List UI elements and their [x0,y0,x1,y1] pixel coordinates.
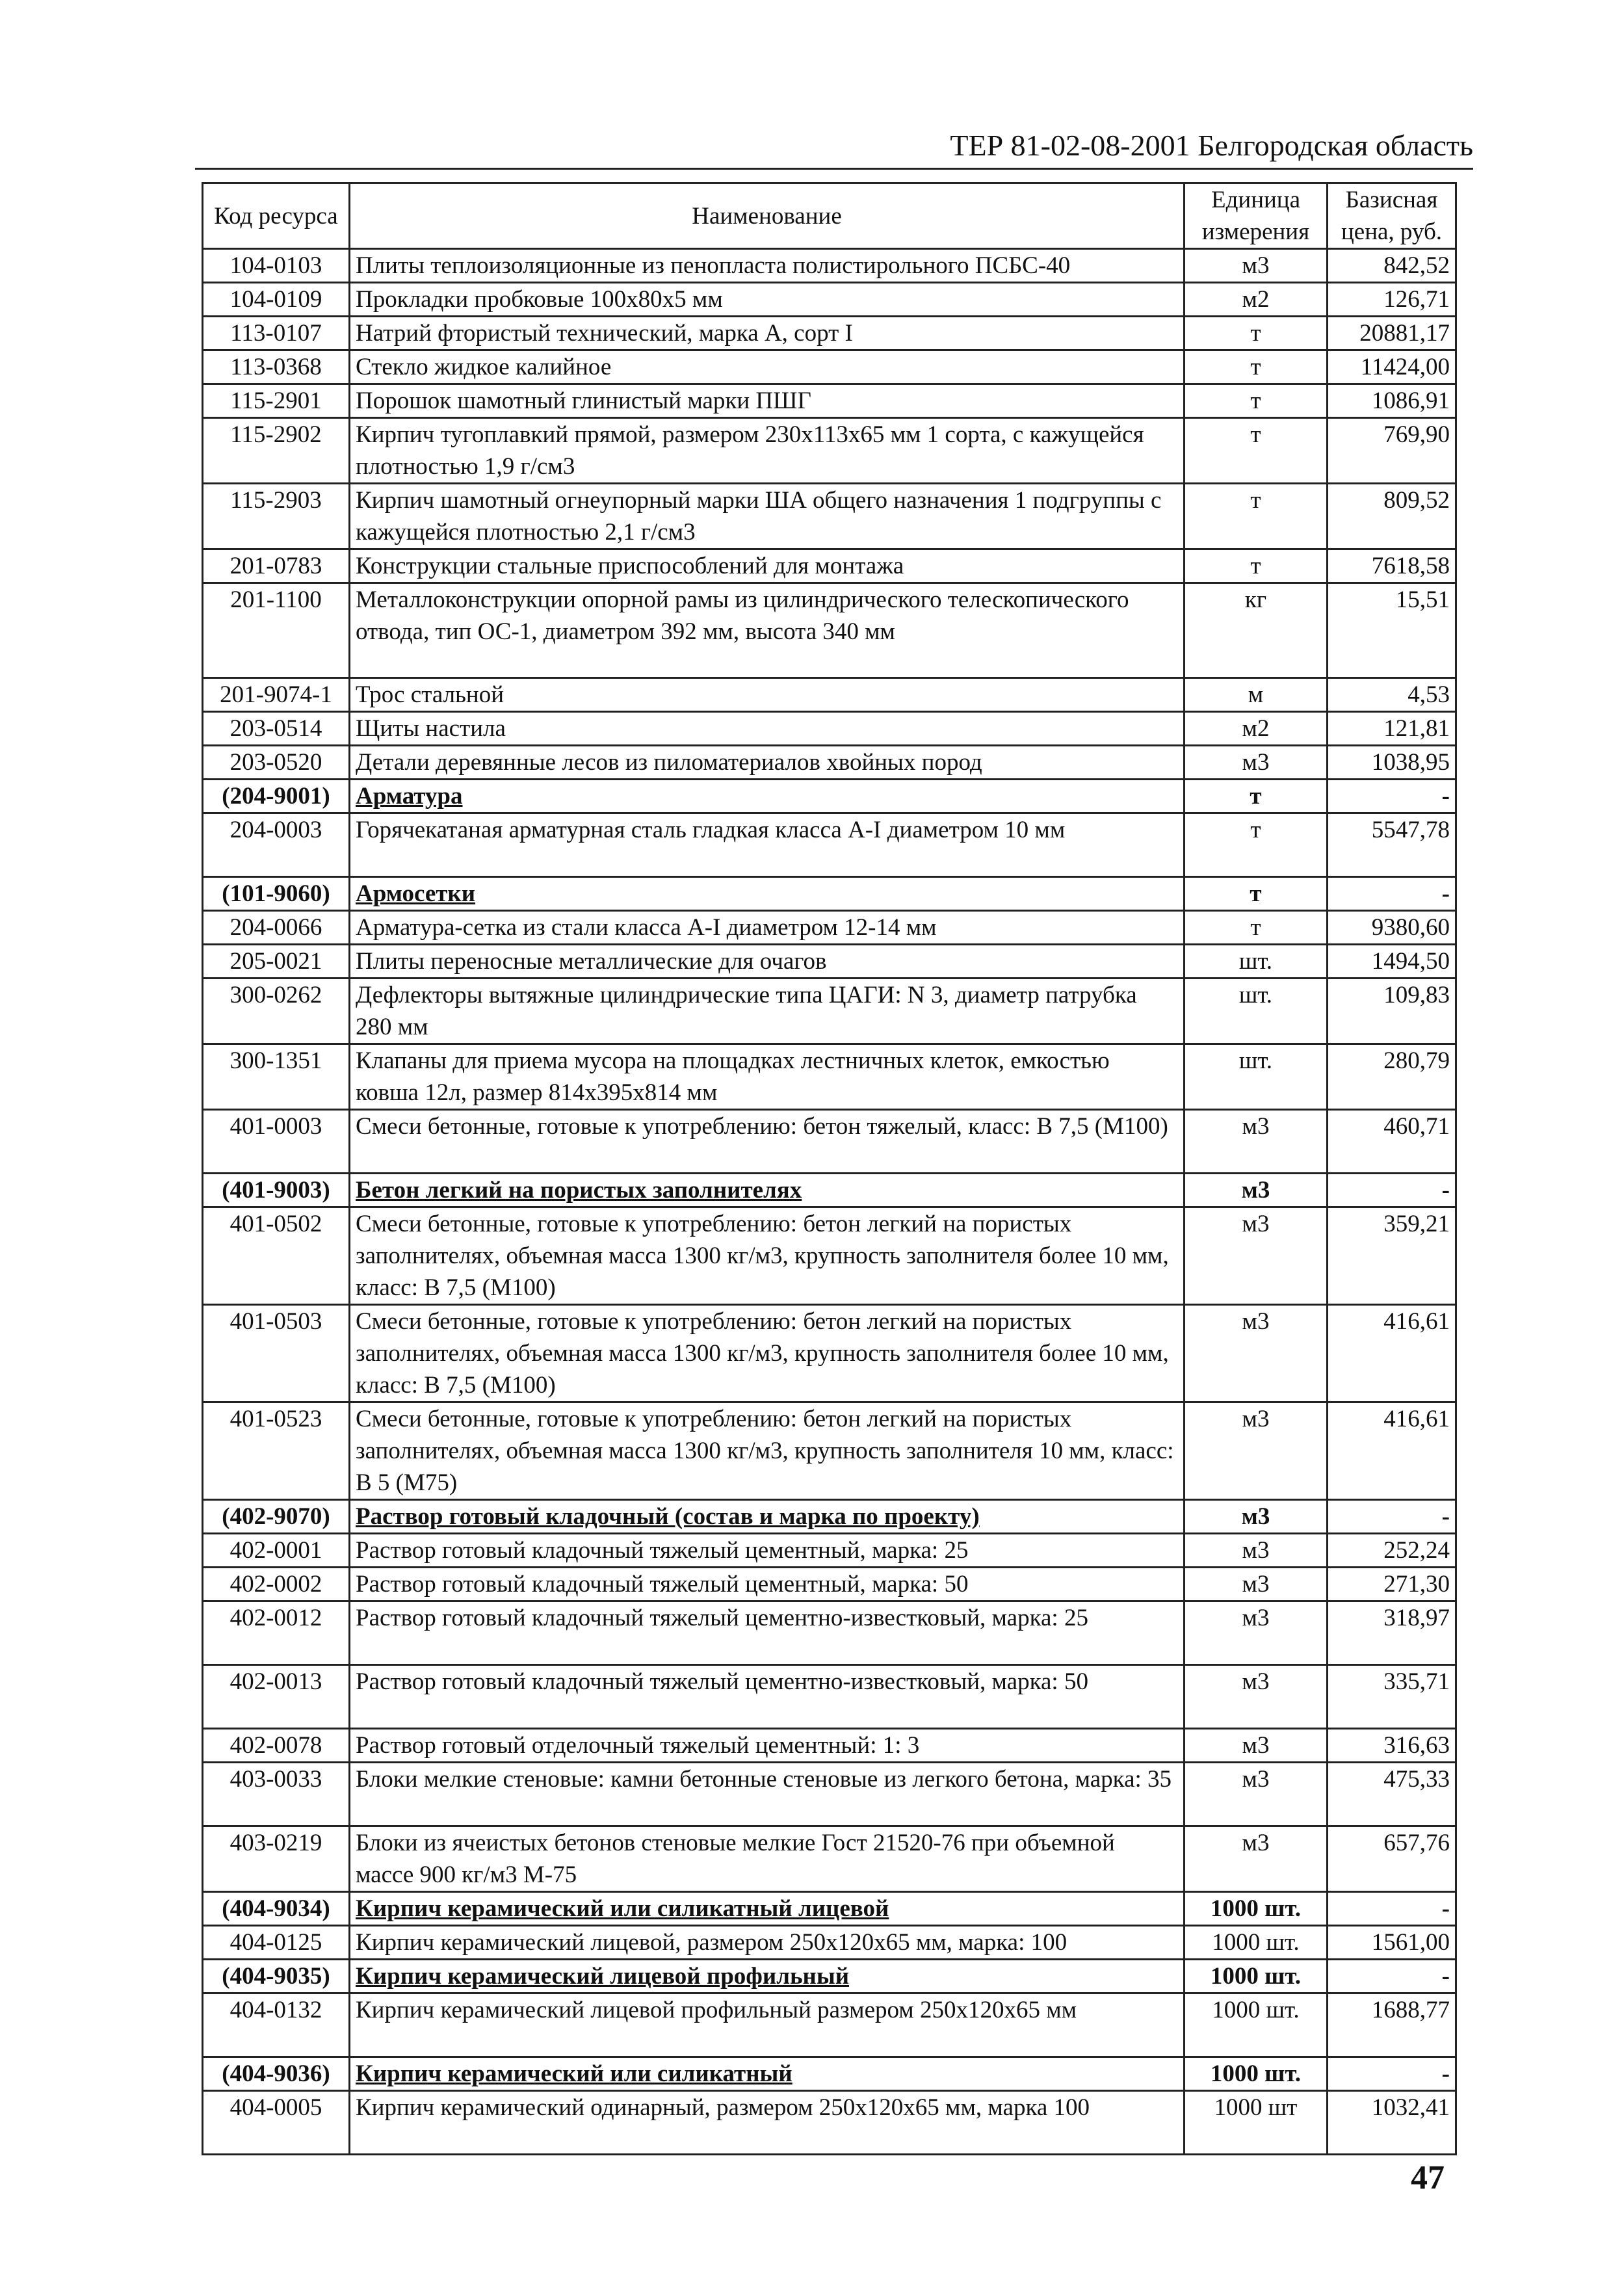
resource-name-cell: Прокладки пробковые 100х80х5 мм [350,283,1185,317]
unit-cell: т [1185,877,1328,911]
column-header-code: Код ресурса [203,183,350,249]
table-row [203,1926,1456,1960]
resource-name-cell: Кирпич шамотный огнеупорный марки ША общего назначения 1 подгруппы с кажущейся плотностью 2,1 г/см3 [350,484,1185,549]
price-cell: 657,76 [1328,1826,1456,1892]
price-cell: 7618,58 [1328,549,1456,583]
resource-code-cell: 402-0078 [203,1729,350,1763]
table-row [203,317,1456,350]
resource-code-cell: 203-0514 [203,712,350,746]
unit-cell: м3 [1185,1568,1328,1601]
price-cell: - [1328,1500,1456,1534]
resource-code-cell: 401-0003 [203,1110,350,1174]
unit-cell: м3 [1185,249,1328,283]
price-cell: 1086,91 [1328,384,1456,418]
resource-name-cell: Кирпич керамический или силикатный [350,2057,1185,2091]
group-row [203,780,1456,813]
unit-cell: м3 [1185,1763,1328,1826]
resource-code-cell: 403-0219 [203,1826,350,1892]
page-number: 47 [1411,2159,1445,2196]
price-cell: 271,30 [1328,1568,1456,1601]
unit-cell: 1000 шт. [1185,1926,1328,1960]
price-cell: - [1328,2057,1456,2091]
table-row [203,945,1456,979]
resource-name-cell: Порошок шамотный глинистый марки ПШГ [350,384,1185,418]
table-row [203,1993,1456,2057]
table-row [203,583,1456,678]
price-cell: 11424,00 [1328,350,1456,384]
unit-cell: м3 [1185,1534,1328,1568]
resource-code-cell: 113-0107 [203,317,350,350]
unit-cell: 1000 шт. [1185,1993,1328,2057]
resource-code-cell: 404-0125 [203,1926,350,1960]
price-cell: 121,81 [1328,712,1456,746]
unit-cell: м3 [1185,1110,1328,1174]
table-row [203,1402,1456,1500]
resource-code-cell: 401-0503 [203,1305,350,1402]
resource-code-cell: (402-9070) [203,1500,350,1534]
column-header-price: Базисная цена, руб. [1328,183,1456,249]
price-cell: 280,79 [1328,1044,1456,1110]
resource-name-cell: Дефлекторы вытяжные цилиндрические типа ЦАГИ: N 3, диаметр патрубка 280 мм [350,979,1185,1044]
resource-code-cell: 402-0002 [203,1568,350,1601]
resource-name-cell: Кирпич керамический лицевой профильный размером 250х120х65 мм [350,1993,1185,2057]
unit-cell: т [1185,549,1328,583]
resource-name-cell: Раствор готовый кладочный тяжелый цементно-известковый, марка: 50 [350,1665,1185,1729]
resource-code-cell: 205-0021 [203,945,350,979]
price-cell: 416,61 [1328,1305,1456,1402]
unit-cell: м [1185,678,1328,712]
price-cell: 318,97 [1328,1601,1456,1665]
column-header-name: Наименование [350,183,1185,249]
resource-name-cell: Раствор готовый кладочный тяжелый цементный, марка: 25 [350,1534,1185,1568]
price-cell: 769,90 [1328,418,1456,484]
table-row [203,350,1456,384]
resource-code-cell: (401-9003) [203,1174,350,1207]
price-cell: 1688,77 [1328,1993,1456,2057]
resource-code-cell: 300-1351 [203,1044,350,1110]
price-cell: 1561,00 [1328,1926,1456,1960]
unit-cell: м3 [1185,1305,1328,1402]
resource-name-cell: Раствор готовый кладочный (состав и марка по проекту) [350,1500,1185,1534]
resource-code-cell: (204-9001) [203,780,350,813]
price-cell: 15,51 [1328,583,1456,678]
column-header-unit: Единица измерения [1185,183,1328,249]
resource-name-cell: Плиты теплоизоляционные из пенопласта полистирольного ПСБС-40 [350,249,1185,283]
unit-cell: т [1185,911,1328,945]
group-row [203,1960,1456,1993]
resource-name-cell: Кирпич керамический лицевой профильный [350,1960,1185,1993]
resource-name-cell: Кирпич керамический лицевой, размером 250х120х65 мм, марка: 100 [350,1926,1185,1960]
resource-code-cell: 404-0005 [203,2091,350,2155]
price-cell: 359,21 [1328,1207,1456,1305]
price-cell: 1494,50 [1328,945,1456,979]
unit-cell: м3 [1185,1207,1328,1305]
price-cell: 1038,95 [1328,746,1456,780]
resource-code-cell: (404-9034) [203,1892,350,1926]
resource-name-cell: Раствор готовый отделочный тяжелый цементный: 1: 3 [350,1729,1185,1763]
unit-cell: т [1185,484,1328,549]
price-cell: 335,71 [1328,1665,1456,1729]
unit-cell: м3 [1185,1826,1328,1892]
group-row [203,1174,1456,1207]
resource-name-cell: Армосетки [350,877,1185,911]
unit-cell: шт. [1185,945,1328,979]
unit-cell: м3 [1185,746,1328,780]
price-cell: 252,24 [1328,1534,1456,1568]
price-cell: - [1328,1174,1456,1207]
resource-code-cell: 402-0013 [203,1665,350,1729]
resource-code-cell: 201-9074-1 [203,678,350,712]
resource-code-cell: 201-1100 [203,583,350,678]
resource-name-cell: Детали деревянные лесов из пиломатериалов хвойных пород [350,746,1185,780]
table-row [203,1534,1456,1568]
resource-code-cell: 401-0523 [203,1402,350,1500]
resource-code-cell: 402-0012 [203,1601,350,1665]
resource-code-cell: 203-0520 [203,746,350,780]
resource-name-cell: Смеси бетонные, готовые к употреблению: бетон легкий на пористых заполнителях, объемная масса 1300 кг/м3, крупность заполнителя более 10 мм, класс: В 7,5 (М100) [350,1305,1185,1402]
resource-name-cell: Кирпич керамический или силикатный лицевой [350,1892,1185,1926]
resource-code-cell: 104-0103 [203,249,350,283]
unit-cell: т [1185,317,1328,350]
price-cell: 416,61 [1328,1402,1456,1500]
unit-cell: м3 [1185,1665,1328,1729]
unit-cell: шт. [1185,1044,1328,1110]
resource-name-cell: Смеси бетонные, готовые к употреблению: бетон легкий на пористых заполнителях, объемная масса 1300 кг/м3, крупность заполнителя 10 мм, класс: В 5 (М75) [350,1402,1185,1500]
unit-cell: кг [1185,583,1328,678]
table-row [203,979,1456,1044]
table-row [203,1110,1456,1174]
table-row [203,746,1456,780]
resource-name-cell: Смеси бетонные, готовые к употреблению: бетон тяжелый, класс: В 7,5 (М100) [350,1110,1185,1174]
resource-name-cell: Кирпич керамический одинарный, размером 250х120х65 мм, марка 100 [350,2091,1185,2155]
table-row [203,911,1456,945]
table-row [203,249,1456,283]
unit-cell: м2 [1185,283,1328,317]
resource-name-cell: Горячекатаная арматурная сталь гладкая класса А-I диаметром 10 мм [350,813,1185,877]
unit-cell: м3 [1185,1402,1328,1500]
table-row [203,1601,1456,1665]
table-row [203,1207,1456,1305]
resource-code-cell: 201-0783 [203,549,350,583]
table-row [203,418,1456,484]
resource-name-cell: Раствор готовый кладочный тяжелый цементный, марка: 50 [350,1568,1185,1601]
resource-code-cell: 204-0003 [203,813,350,877]
unit-cell: т [1185,780,1328,813]
price-cell: 20881,17 [1328,317,1456,350]
group-row [203,2057,1456,2091]
table-row [203,283,1456,317]
unit-cell: м3 [1185,1500,1328,1534]
price-cell: - [1328,780,1456,813]
table-row [203,1305,1456,1402]
table-row [203,1568,1456,1601]
table-row [203,484,1456,549]
resource-code-cell: (101-9060) [203,877,350,911]
resource-name-cell: Кирпич тугоплавкий прямой, размером 230х113х65 мм 1 сорта, с кажущейся плотностью 1,9 г/см3 [350,418,1185,484]
resource-code-cell: 115-2902 [203,418,350,484]
resource-code-cell: 115-2903 [203,484,350,549]
table-row [203,1826,1456,1892]
resource-name-cell: Натрий фтористый технический, марка А, сорт I [350,317,1185,350]
table-row [203,813,1456,877]
price-cell: 460,71 [1328,1110,1456,1174]
price-cell: - [1328,1892,1456,1926]
resource-name-cell: Смеси бетонные, готовые к употреблению: бетон легкий на пористых заполнителях, объемная масса 1300 кг/м3, крупность заполнителя более 10 мм, класс: В 7,5 (М100) [350,1207,1185,1305]
resource-code-cell: 404-0132 [203,1993,350,2057]
table-row [203,678,1456,712]
price-cell: 126,71 [1328,283,1456,317]
table-row [203,1729,1456,1763]
resource-code-cell: (404-9036) [203,2057,350,2091]
table-row [203,1044,1456,1110]
resource-code-cell: 204-0066 [203,911,350,945]
resource-code-cell: 115-2901 [203,384,350,418]
price-cell: 475,33 [1328,1763,1456,1826]
resource-name-cell: Металлоконструкции опорной рамы из цилиндрического телескопического отвода, тип ОС-1, диаметром 392 мм, высота 340 мм [350,583,1185,678]
resource-code-cell: 401-0502 [203,1207,350,1305]
table-row [203,1763,1456,1826]
unit-cell: 1000 шт. [1185,2057,1328,2091]
table-body [203,249,1456,2155]
price-cell: - [1328,877,1456,911]
price-cell: 4,53 [1328,678,1456,712]
group-row [203,1500,1456,1534]
unit-cell: м3 [1185,1729,1328,1763]
price-cell: 842,52 [1328,249,1456,283]
table-row [203,549,1456,583]
resource-name-cell: Арматура-сетка из стали класса А-I диаметром 12-14 мм [350,911,1185,945]
resource-code-cell: 403-0033 [203,1763,350,1826]
header-rule [195,168,1473,170]
table-row [203,712,1456,746]
unit-cell: т [1185,384,1328,418]
resource-code-cell: 104-0109 [203,283,350,317]
group-row [203,877,1456,911]
unit-cell: 1000 шт [1185,2091,1328,2155]
price-cell: 109,83 [1328,979,1456,1044]
resource-name-cell: Арматура [350,780,1185,813]
table-row [203,1665,1456,1729]
resource-name-cell: Бетон легкий на пористых заполнителях [350,1174,1185,1207]
price-cell: 809,52 [1328,484,1456,549]
resource-name-cell: Клапаны для приема мусора на площадках лестничных клеток, емкостью ковша 12л, размер 814х395х814 мм [350,1044,1185,1110]
resource-name-cell: Стекло жидкое калийное [350,350,1185,384]
unit-cell: 1000 шт. [1185,1892,1328,1926]
group-row [203,1892,1456,1926]
resource-code-cell: (404-9035) [203,1960,350,1993]
resource-code-cell: 300-0262 [203,979,350,1044]
document-header: ТЕР 81-02-08-2001 Белгородская область [950,129,1473,162]
resource-name-cell: Блоки мелкие стеновые: камни бетонные стеновые из легкого бетона, марка: 35 [350,1763,1185,1826]
price-cell: 5547,78 [1328,813,1456,877]
table-row [203,384,1456,418]
price-cell: - [1328,1960,1456,1993]
resource-code-cell: 113-0368 [203,350,350,384]
unit-cell: м3 [1185,1601,1328,1665]
price-cell: 9380,60 [1328,911,1456,945]
table-row [203,2091,1456,2155]
price-cell: 316,63 [1328,1729,1456,1763]
unit-cell: шт. [1185,979,1328,1044]
resource-name-cell: Щиты настила [350,712,1185,746]
unit-cell: т [1185,418,1328,484]
table-header-row [203,183,1456,249]
unit-cell: т [1185,813,1328,877]
unit-cell: м3 [1185,1174,1328,1207]
resource-name-cell: Плиты переносные металлические для очагов [350,945,1185,979]
resource-name-cell: Блоки из ячеистых бетонов стеновые мелкие Гост 21520-76 при объемной массе 900 кг/м3 М-75 [350,1826,1185,1892]
resource-name-cell: Трос стальной [350,678,1185,712]
unit-cell: м2 [1185,712,1328,746]
resource-code-cell: 402-0001 [203,1534,350,1568]
price-table [202,182,1457,2155]
unit-cell: 1000 шт. [1185,1960,1328,1993]
resource-name-cell: Раствор готовый кладочный тяжелый цементно-известковый, марка: 25 [350,1601,1185,1665]
price-cell: 1032,41 [1328,2091,1456,2155]
resource-name-cell: Конструкции стальные приспособлений для монтажа [350,549,1185,583]
unit-cell: т [1185,350,1328,384]
